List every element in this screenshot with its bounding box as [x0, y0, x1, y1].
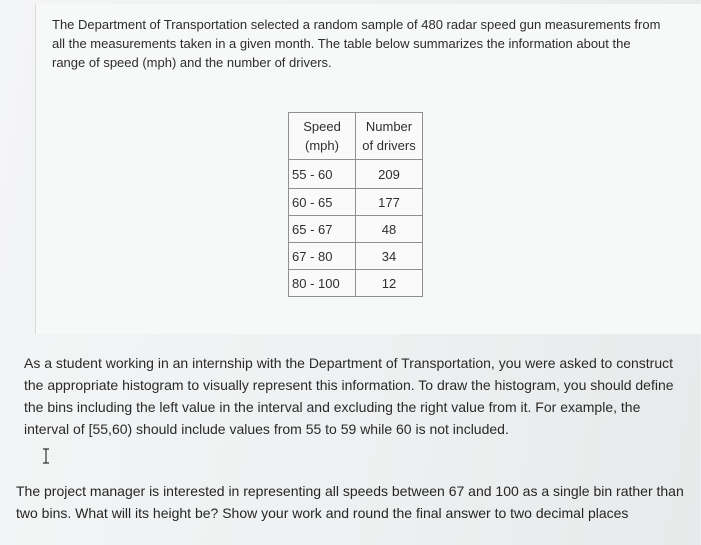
header-speed [289, 113, 356, 160]
header-speed-line2: (mph) [305, 138, 339, 153]
table-row [289, 160, 423, 189]
driver-count-cell: 34 [356, 243, 423, 270]
speed-range-cell: 55 - 60 [289, 160, 356, 189]
driver-count-cell: 48 [356, 216, 423, 243]
header-speed-line1: Speed [303, 119, 341, 134]
table-row [289, 189, 423, 216]
header-count-line2: of drivers [362, 138, 416, 153]
table-row [289, 216, 423, 243]
driver-count-cell: 12 [356, 270, 423, 297]
speed-range-cell: 65 - 67 [289, 216, 356, 243]
speed-range-cell: 60 - 65 [289, 189, 356, 216]
text-cursor-icon [42, 448, 50, 464]
header-count-line1: Number [365, 119, 413, 134]
instructions-paragraph: As a student working in an internship with the Department of Transportation, you were asked to construct the appropriate histogram to visually represent this information. To draw the histogram, you should define the bins including the left value in the interval and excluding the right value from it. For example, the interval of [55,60) should include values from 55 to 59 while 60 is not included. [24, 355, 674, 437]
speed-range-cell: 67 - 80 [289, 243, 356, 270]
intro-text: The Department of Transportation selected a random sample of 480 radar speed gun measurements from all the measurements taken in a given month. The table below summarizes the information about the range of speed (mph) and the number of drivers. [52, 17, 661, 70]
table-header-row [289, 113, 423, 160]
driver-count-cell: 209 [356, 160, 423, 189]
speed-range-cell: 80 - 100 [289, 270, 356, 297]
driver-count-cell: 177 [356, 189, 423, 216]
table-row [289, 270, 423, 297]
header-count [356, 113, 423, 160]
question-text-cutoff: decimal places [535, 505, 629, 521]
speed-table [288, 112, 423, 297]
question-paragraph [16, 480, 696, 524]
question-text: The project manager is interested in representing all speeds between 67 and 100 as a single bin rather than two bins. What will its height be? Show your work and round the final answer to two [16, 483, 684, 521]
table-row [289, 243, 423, 270]
